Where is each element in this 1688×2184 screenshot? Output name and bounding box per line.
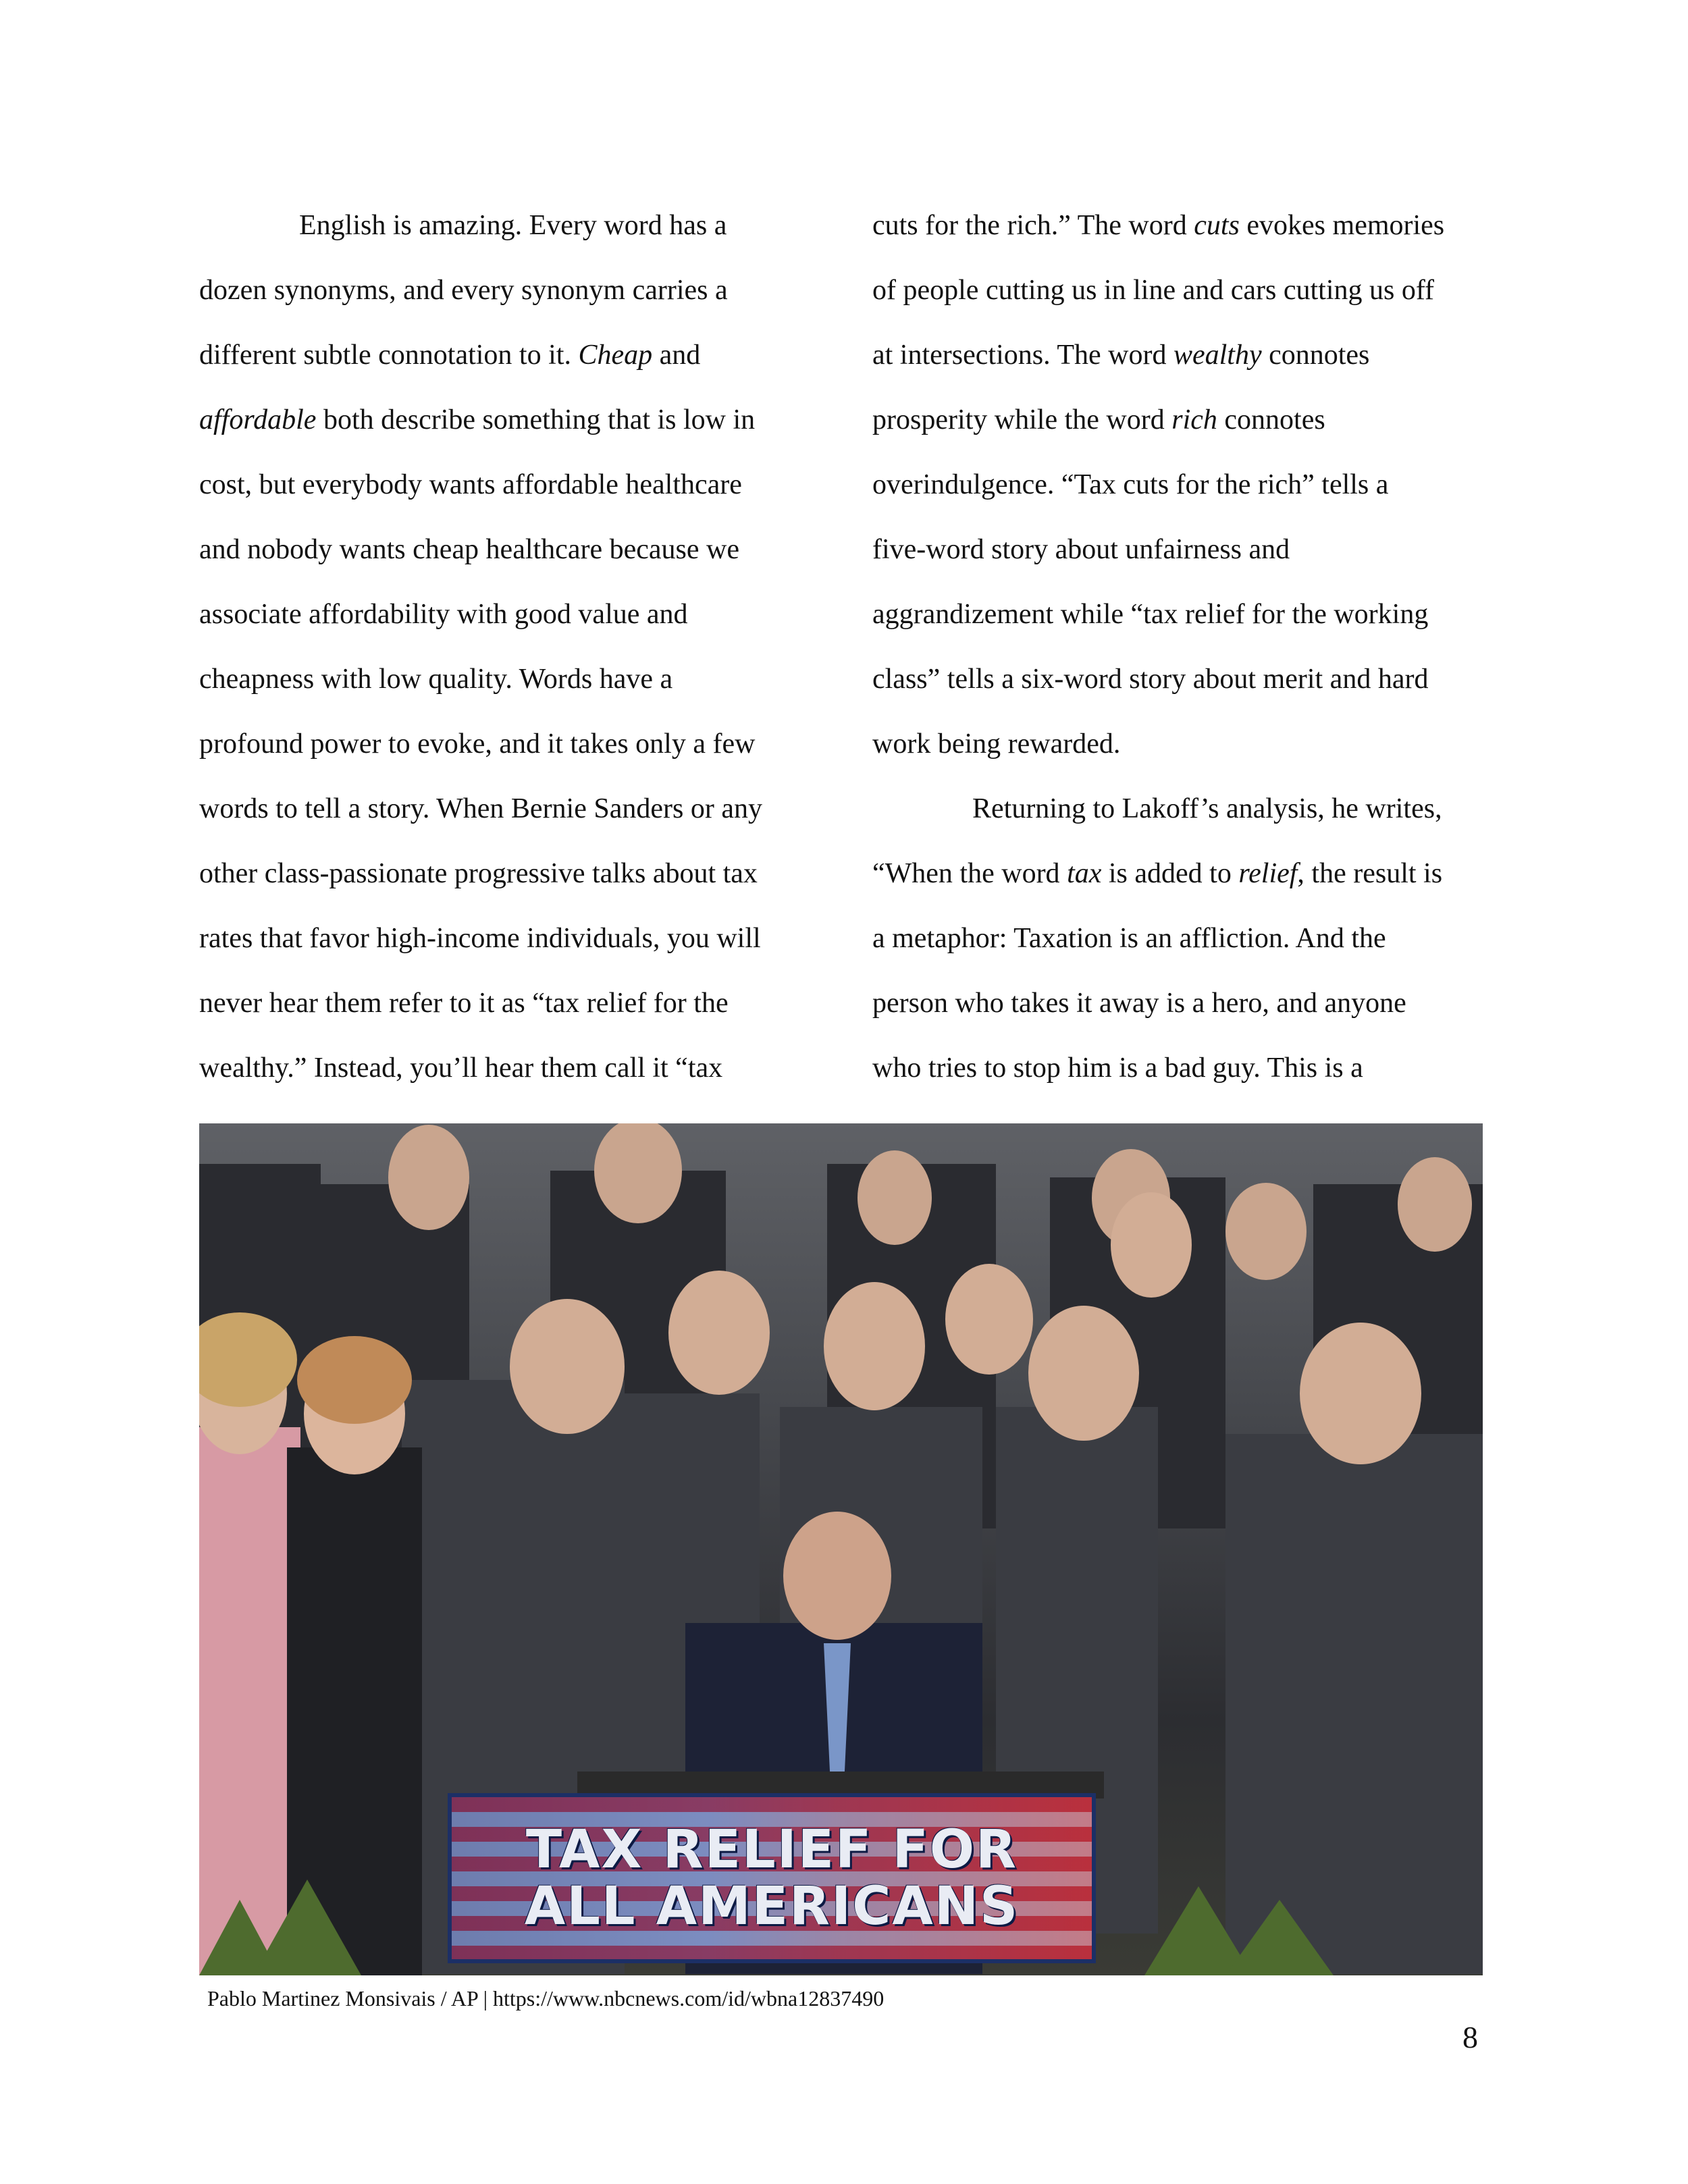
banner-line: ALL AMERICANS (524, 1876, 1020, 1937)
text-span: at intersections. The word (872, 340, 1173, 371)
text-span: cuts for the rich.” The word (872, 210, 1194, 241)
text-line: and nobody wants cheap healthcare because we (199, 534, 739, 565)
text-line: dozen synonyms, and every synonym carries a (199, 275, 728, 306)
tax-relief-banner (448, 1793, 1096, 1963)
text-span: connotes (1261, 340, 1370, 371)
text-line: profound power to evoke, and it takes only a few (199, 728, 756, 760)
page-number: 8 (1462, 2020, 1478, 2054)
bill-signing-photo (199, 1123, 1483, 1975)
text-line: other class-passionate progressive talks about tax (199, 858, 758, 889)
text-span: connotes (1217, 404, 1325, 435)
text-line (872, 323, 1480, 388)
emphasis-rich: rich (1171, 404, 1217, 435)
text-span: both describe something that is low in (316, 404, 756, 435)
text-span: evokes memories (1239, 210, 1445, 241)
text-line: work being rewarded. (872, 728, 1121, 760)
text-span: and (652, 340, 701, 371)
text-line: never hear them refer to it as “tax relief for the (199, 988, 729, 1019)
emphasis-affordable: affordable (199, 404, 317, 435)
emphasis-cuts: cuts (1194, 210, 1240, 241)
text-line (872, 388, 1480, 452)
text-span: different subtle connotation to it. (199, 340, 579, 371)
text-span: is added to (1101, 858, 1239, 889)
emphasis-relief: relief (1238, 858, 1298, 889)
text-line: of people cutting us in line and cars cutting us off (872, 275, 1435, 306)
text-line: person who takes it away is a hero, and anyone (872, 988, 1406, 1019)
text-line: class” tells a six-word story about merit and hard (872, 664, 1429, 695)
banner-line: TAX RELIEF FOR (525, 1819, 1018, 1880)
text-line: a metaphor: Taxation is an affliction. And the (872, 923, 1386, 954)
text-line: who tries to stop him is a bad guy. This is a (872, 1053, 1363, 1084)
emphasis-cheap: Cheap (578, 340, 653, 371)
text-line: five-word story about unfairness and (872, 534, 1290, 565)
photo-caption: Pablo Martinez Monsivais / AP | https://www.nbcnews.com/id/wbna12837490 (207, 1986, 885, 2010)
text-line: cheapness with low quality. Words have a (199, 664, 673, 695)
text-line: rates that favor high-income individuals, you will (199, 923, 761, 954)
text-line: overindulgence. “Tax cuts for the rich” tells a (872, 469, 1389, 500)
emphasis-tax: tax (1067, 858, 1102, 889)
text-line: wealthy.” Instead, you’ll hear them call it “tax (199, 1053, 723, 1084)
text-line: aggrandizement while “tax relief for the working (872, 599, 1429, 630)
text-span: prosperity while the word (872, 404, 1172, 435)
text-line (872, 193, 1480, 258)
body-text-left-column (199, 193, 807, 1100)
text-line (872, 841, 1480, 906)
text-span: , the result is (1297, 858, 1443, 889)
text-line: words to tell a story. When Bernie Sanders or any (199, 793, 762, 824)
text-line: English is amazing. Every word has a (299, 210, 727, 241)
text-line (199, 388, 807, 452)
text-span: “When the word (872, 858, 1067, 889)
text-line: Returning to Lakoff’s analysis, he writes, (972, 793, 1442, 824)
text-line: associate affordability with good value and (199, 599, 688, 630)
text-line (199, 323, 807, 388)
text-line: cost, but everybody wants affordable healthcare (199, 469, 742, 500)
body-text-right-column (872, 193, 1480, 1100)
emphasis-wealthy: wealthy (1173, 340, 1262, 371)
